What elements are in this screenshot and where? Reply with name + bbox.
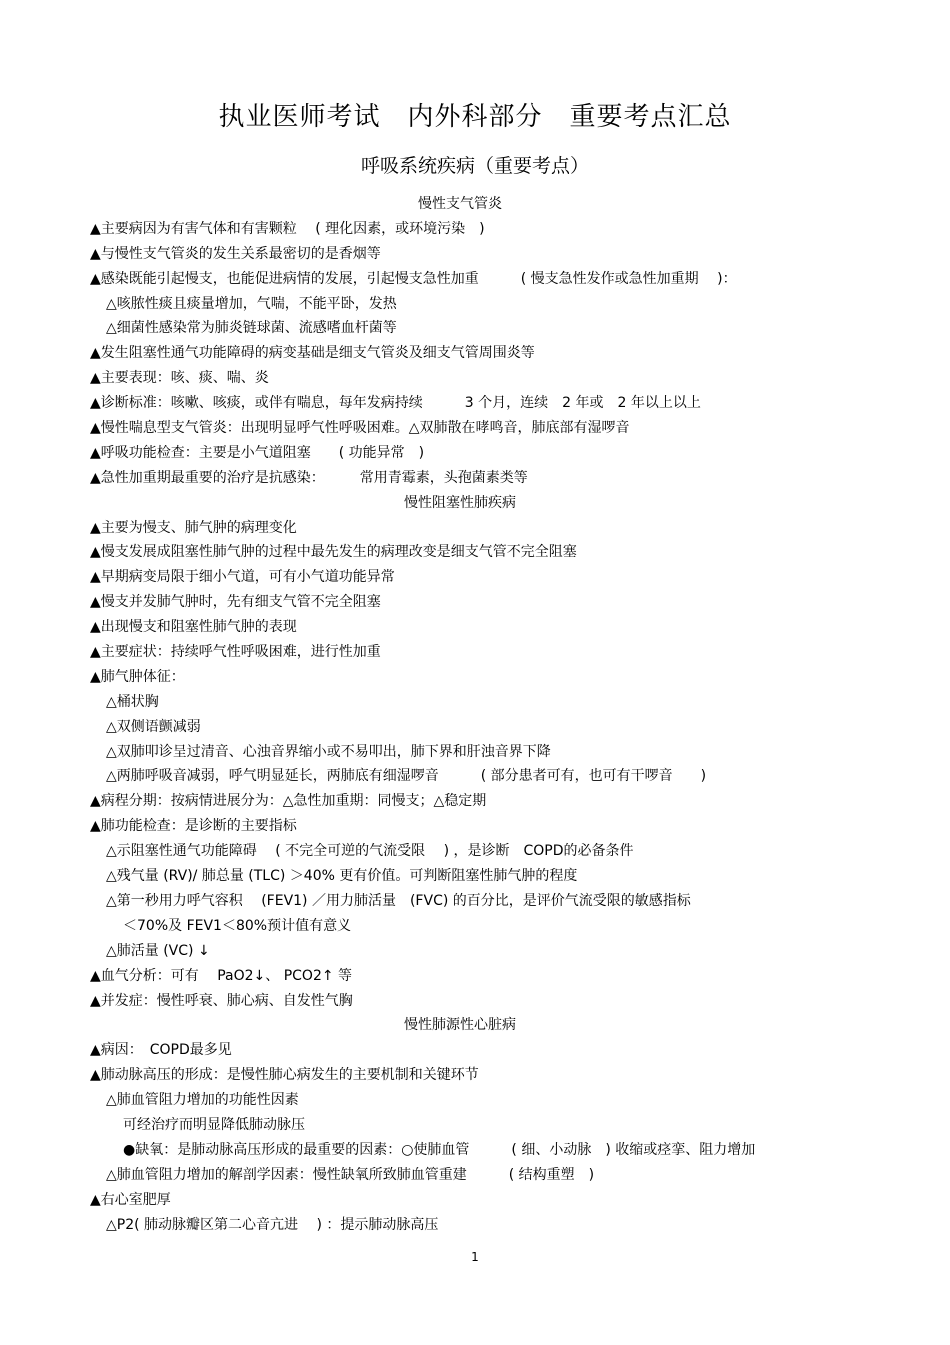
text-line: △肺血管阻力增加的解剖学因素：慢性缺氧所致肺血管重建 ( 结构重塑 ) bbox=[106, 1166, 595, 1183]
text-line: ▲血气分析：可有 PaO2↓、 PCO2↑ 等 bbox=[90, 967, 353, 984]
page-number: 1 bbox=[471, 1250, 479, 1264]
text-line: ▲病因： COPD最多见 bbox=[90, 1042, 232, 1059]
text-line: △双侧语颤减弱 bbox=[106, 718, 201, 735]
text-line: ▲早期病变局限于细小气道，可有小气道功能异常 bbox=[90, 569, 395, 586]
text-line: 可经治疗而明显降低肺动脉压 bbox=[123, 1116, 305, 1133]
text-line: △肺活量 (VC) ↓ bbox=[106, 942, 210, 959]
text-line: ▲急性加重期最重要的治疗是抗感染： 常用青霉素，头孢菌素类等 bbox=[90, 469, 528, 486]
text-line: ▲感染既能引起慢支，也能促进病情的发展，引起慢支急性加重 ( 慢支急性发作或急性加重期 )： bbox=[90, 270, 737, 287]
text-line: ▲病程分期：按病情进展分为：△急性加重期：同慢支；△稳定期 bbox=[90, 793, 487, 810]
text-line: ＜70%及 FEV1＜80%预计值有意义 bbox=[123, 917, 352, 934]
text-line: ▲慢支并发肺气肿时，先有细支气管不完全阻塞 bbox=[90, 594, 381, 611]
section-title: 呼吸系统疾病（重要考点） bbox=[360, 155, 589, 177]
text-line: ▲肺功能检查：是诊断的主要指标 bbox=[90, 818, 297, 835]
text-line: ▲慢性喘息型支气管炎：出现明显呼气性呼吸困难。△双肺散在哮鸣音，肺底部有湿啰音 bbox=[90, 420, 630, 437]
text-line: △残气量 (RV)/ 肺总量 (TLC) ＞40% 更有价值。可判断阻塞性肺气肿的程度 bbox=[106, 868, 578, 885]
subsection-heading: 慢性肺源性心脏病 bbox=[404, 1017, 516, 1034]
text-line: ▲诊断标准：咳嗽、咳痰，或伴有喘息，每年发病持续 3 个月，连续 2 年或 2 年以上以上 bbox=[90, 395, 701, 412]
text-line: ▲呼吸功能检查：主要是小气道阻塞 ( 功能异常 ) bbox=[90, 444, 425, 461]
text-line: ▲主要表现：咳、痰、喘、炎 bbox=[90, 370, 269, 387]
text-line: △第一秒用力呼气容积 (FEV1) ／用力肺活量 (FVC) 的百分比，是评价气流受限的敏感指标 bbox=[106, 892, 691, 909]
subsection-heading: 慢性阻塞性肺疾病 bbox=[404, 494, 516, 511]
text-line: ▲主要症状：持续呼气性呼吸困难，进行性加重 bbox=[90, 644, 381, 661]
text-line: △桶状胸 bbox=[106, 693, 159, 710]
text-line: ▲肺动脉高压的形成：是慢性肺心病发生的主要机制和关键环节 bbox=[90, 1067, 479, 1084]
text-line: △双肺叩诊呈过清音、心浊音界缩小或不易叩出，肺下界和肝浊音界下降 bbox=[106, 743, 551, 760]
text-line: ▲与慢性支气管炎的发生关系最密切的是香烟等 bbox=[90, 245, 381, 262]
text-line: ▲主要为慢支、肺气肿的病理变化 bbox=[90, 519, 297, 536]
text-line: ▲主要病因为有害气体和有害颗粒 ( 理化因素，或环境污染 ) bbox=[90, 220, 485, 237]
text-line: ▲肺气肿体征： bbox=[90, 668, 185, 685]
text-line: ●缺氧：是肺动脉高压形成的最重要的因素：○使肺血管 ( 细、小动脉 ) 收缩或痉挛、阻力增加 bbox=[123, 1141, 756, 1158]
text-line: ▲右心室肥厚 bbox=[90, 1191, 171, 1208]
text-line: ▲慢支发展成阻塞性肺气肿的过程中最先发生的病理改变是细支气管不完全阻塞 bbox=[90, 544, 577, 561]
text-line: △两肺呼吸音减弱，呼气明显延长，两肺底有细湿啰音 ( 部分患者可有，也可有干啰音 ) bbox=[106, 768, 707, 785]
subsection-heading: 慢性支气管炎 bbox=[418, 196, 502, 212]
document-title: 执业医师考试 内外科部分 重要考点汇总 bbox=[218, 102, 732, 132]
text-line: △P2( 肺动脉瓣区第二心音亢进 ) ：提示肺动脉高压 bbox=[106, 1216, 439, 1233]
text-line: ▲发生阻塞性通气功能障碍的病变基础是细支气管炎及细支气管周围炎等 bbox=[90, 345, 535, 362]
text-line: △咳脓性痰且痰量增加，气喘，不能平卧，发热 bbox=[106, 295, 397, 312]
text-line: ▲并发症：慢性呼衰、肺心病、自发性气胸 bbox=[90, 992, 353, 1009]
text-line: △示阻塞性通气功能障碍 ( 不完全可逆的气流受限 ) ，是诊断 COPD的必备条件 bbox=[106, 843, 634, 860]
text-line: △细菌性感染常为肺炎链球菌、流感嗜血杆菌等 bbox=[106, 320, 397, 337]
text-line: △肺血管阻力增加的功能性因素 bbox=[106, 1092, 299, 1109]
text-line: ▲出现慢支和阻塞性肺气肿的表现 bbox=[90, 619, 297, 636]
document-body bbox=[90, 192, 890, 1237]
